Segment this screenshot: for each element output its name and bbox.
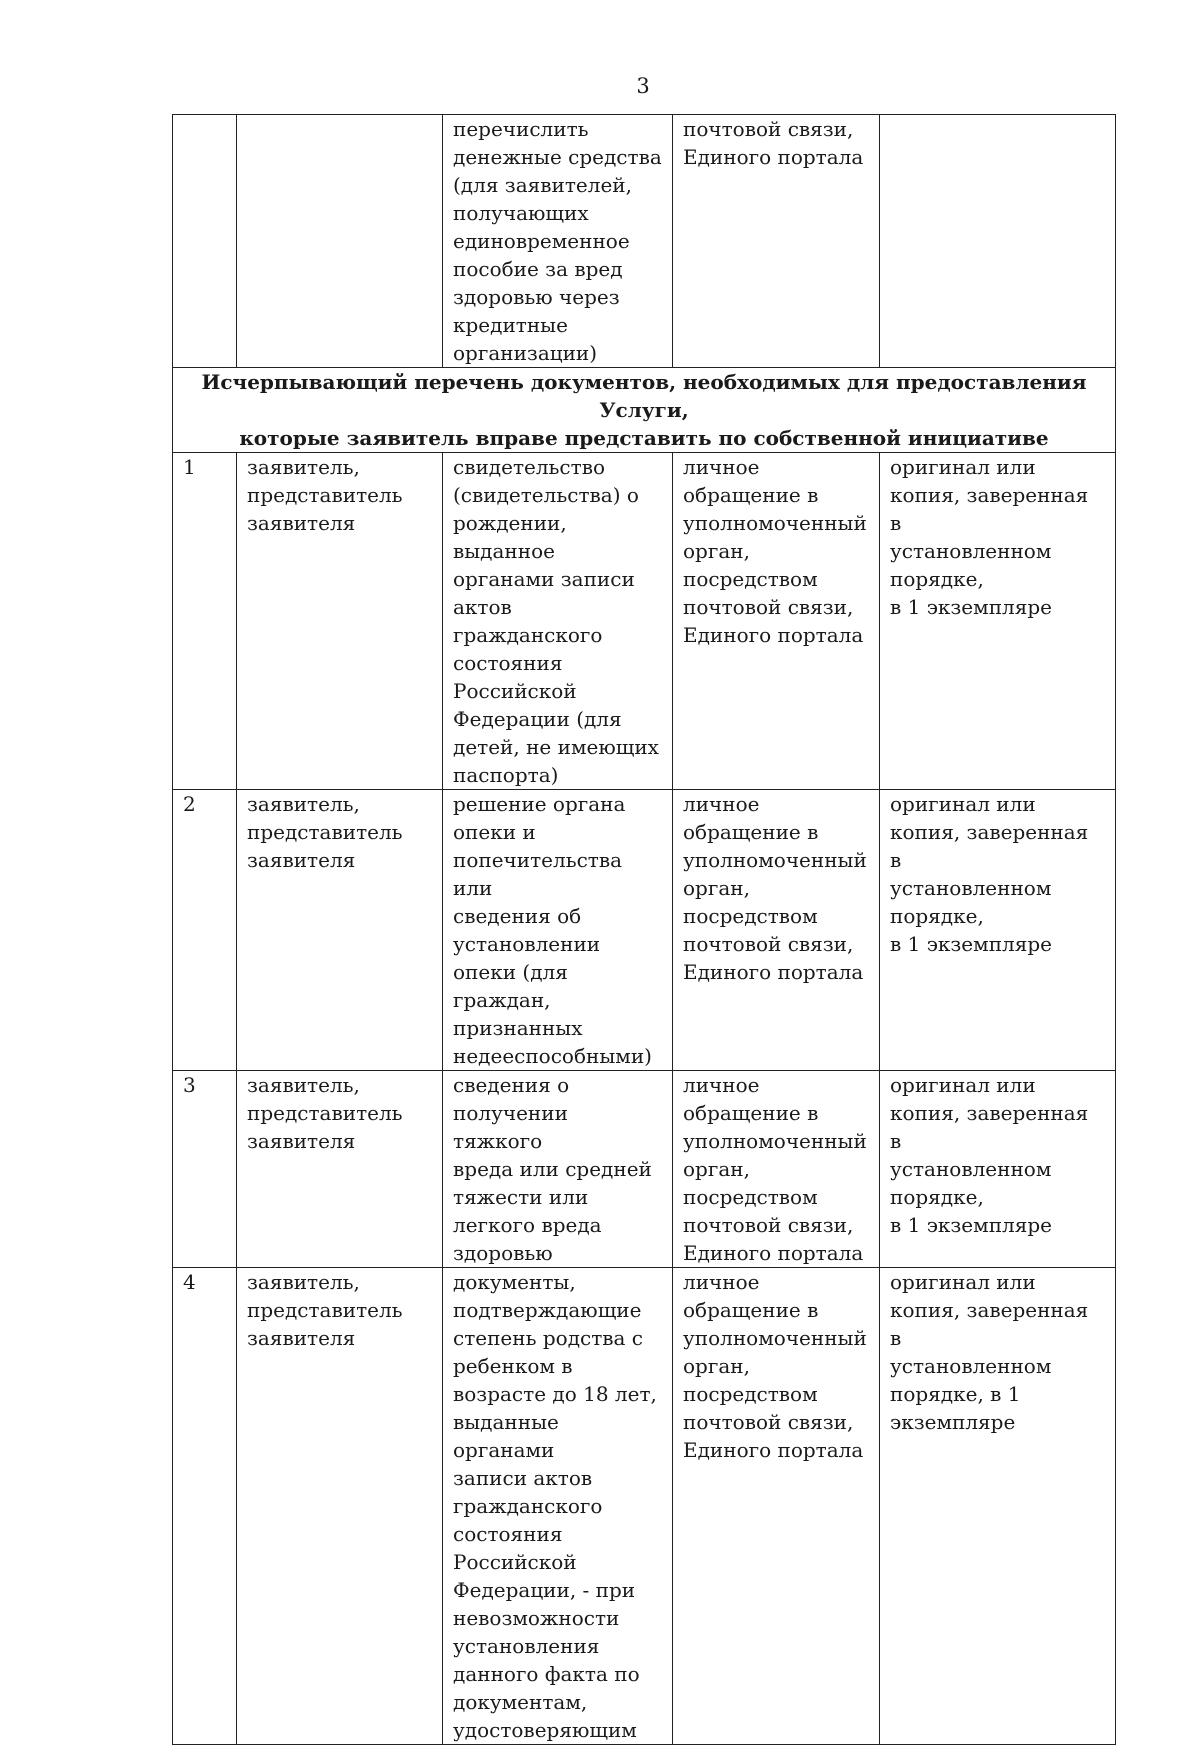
table-cell-number: 1	[173, 453, 237, 790]
documents-table	[172, 114, 1116, 1745]
table-cell-form: оригинал или копия, заверенная в установленном порядке, в 1 экземпляре	[880, 453, 1116, 790]
table-cell-number	[173, 115, 237, 368]
table-cell-number: 2	[173, 790, 237, 1071]
table-cell-document: перечислить денежные средства (для заявителей, получающих единовременное пособие за вред здоровью через кредитные организации)	[443, 115, 673, 368]
table-cell-method: личное обращение в уполномоченный орган, посредством почтовой связи, Единого портала	[673, 1268, 880, 1745]
table-cell-document: документы, подтверждающие степень родства с ребенком в возрасте до 18 лет, выданные органами записи актов гражданского состояния Российской Федерации, - при невозможности установления данного факта по документам, удостоверяющим	[443, 1268, 673, 1745]
table-section-header-row	[173, 368, 1116, 453]
table-cell-document: сведения о получении тяжкого вреда или средней тяжести или легкого вреда здоровью	[443, 1071, 673, 1268]
table-cell-applicant: заявитель, представитель заявителя	[237, 1268, 443, 1745]
table-row	[173, 1071, 1116, 1268]
table-cell-document: свидетельство (свидетельства) о рождении, выданное органами записи актов гражданского состояния Российской Федерации (для детей, не имеющих паспорта)	[443, 453, 673, 790]
table-cell-form: оригинал или копия, заверенная в установленном порядке, в 1 экземпляре	[880, 1071, 1116, 1268]
section-header: Исчерпывающий перечень документов, необходимых для предоставления Услуги, которые заявитель вправе представить по собственной инициативе	[173, 368, 1116, 453]
table-cell-document: решение органа опеки и попечительства или сведения об установлении опеки (для граждан, признанных недееспособными)	[443, 790, 673, 1071]
table-cell-applicant	[237, 115, 443, 368]
page-number: 3	[636, 74, 650, 98]
table-cell-number: 4	[173, 1268, 237, 1745]
table-cell-form: оригинал или копия, заверенная в установленном порядке, в 1 экземпляре	[880, 790, 1116, 1071]
table-cell-form	[880, 115, 1116, 368]
table-cell-method: почтовой связи, Единого портала	[673, 115, 880, 368]
table-row	[173, 790, 1116, 1071]
table-cell-form: оригинал или копия, заверенная в установленном порядке, в 1 экземпляре	[880, 1268, 1116, 1745]
table-cell-applicant: заявитель, представитель заявителя	[237, 1071, 443, 1268]
table-cell-number: 3	[173, 1071, 237, 1268]
table-row-continuation	[173, 115, 1116, 368]
table-row	[173, 1268, 1116, 1745]
table-cell-applicant: заявитель, представитель заявителя	[237, 790, 443, 1071]
table-row	[173, 453, 1116, 790]
table-cell-method: личное обращение в уполномоченный орган, посредством почтовой связи, Единого портала	[673, 453, 880, 790]
table-cell-method: личное обращение в уполномоченный орган, посредством почтовой связи, Единого портала	[673, 790, 880, 1071]
table-cell-applicant: заявитель, представитель заявителя	[237, 453, 443, 790]
table-cell-method: личное обращение в уполномоченный орган, посредством почтовой связи, Единого портала	[673, 1071, 880, 1268]
